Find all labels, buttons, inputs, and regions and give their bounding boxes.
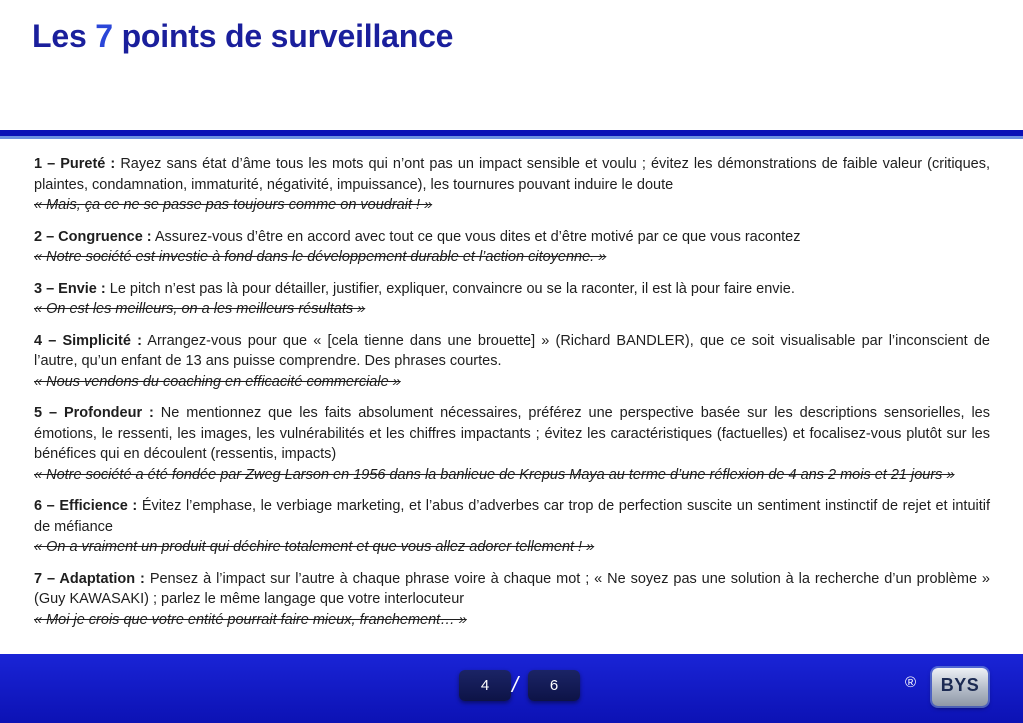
point-example: « On est les meilleurs, on a les meilleurs résultats » xyxy=(34,301,366,317)
total-pages-button[interactable]: 6 xyxy=(528,670,580,701)
points-list xyxy=(34,154,990,641)
title-prefix: Les xyxy=(32,18,87,54)
point-text: Ne mentionnez que les faits absolument nécessaires, préférez une perspective basée sur les descriptions sensorielles, les émotions, le ressenti, les images, les vulnérabilités et les chiffres impactants ; évitez les caractéristiques (factuelles) et focalisez-vous plutôt sur les bénéfices qui en découlent (ressentis, impacts) xyxy=(34,405,990,462)
point-label: 6 – Efficience : xyxy=(34,498,138,514)
point-adaptation xyxy=(34,569,990,631)
point-text: Évitez l’emphase, le verbiage marketing, et l’abus d’adverbes car trop de perfection suscite un sentiment instinctif de rejet et intuitif de méfiance xyxy=(34,498,991,535)
point-profondeur xyxy=(34,403,990,485)
point-example: « Mais, ça ce ne se passe pas toujours comme on voudrait ! » xyxy=(34,197,433,213)
point-text: Rayez sans état d’âme tous les mots qui n’ont pas un impact sensible et voulu ; évitez les démonstrations de faible valeur (critiques, plaintes, condamnation, immaturité, négativité, impuissance), les tournures pouvant induire le doute xyxy=(34,156,991,193)
point-example: « Notre société a été fondée par Zweg Larson en 1956 dans la banlieue de Krepus Maya au terme d’une réflexion de 4 ans 2 mois et 21 jours » xyxy=(34,466,955,483)
page-separator: / xyxy=(512,672,519,697)
point-example: « Nous vendons du coaching en efficacité commerciale » xyxy=(34,373,401,390)
point-label: 3 – Envie : xyxy=(34,280,106,297)
point-text: Pensez à l’impact sur l’autre à chaque phrase voire à chaque mot ; « Ne soyez pas une solution à la recherche d’un problème » (Guy KAWASAKI) ; parlez le même langage que votre interlocuteur xyxy=(34,570,990,607)
title-suffix: points de surveillance xyxy=(121,18,454,54)
page-title xyxy=(32,18,453,55)
point-label: 7 – Adaptation : xyxy=(34,570,145,587)
current-page-button[interactable]: 4 xyxy=(459,670,511,701)
point-text: Arrangez-vous pour que « [cela tienne dans une brouette] » (Richard BANDLER), que ce soit visualisable par l’inconscient de l’autre, qu’un enfant de 13 ans puisse comprendre. Des phrases courtes. xyxy=(34,332,990,369)
point-example: « Notre société est investie à fond dans le développement durable et l’action citoyenne. » xyxy=(34,249,607,265)
point-purete xyxy=(34,154,990,216)
header-divider-accent xyxy=(0,136,1023,139)
point-label: 1 – Pureté : xyxy=(34,156,116,172)
point-label: 2 – Congruence : xyxy=(34,228,152,245)
point-example: « Moi je crois que votre entité pourrait faire mieux, franchement… » xyxy=(34,611,467,628)
point-label: 4 – Simplicité : xyxy=(34,332,142,349)
registered-mark: ® xyxy=(905,674,917,691)
point-text: Le pitch n’est pas là pour détailler, justifier, expliquer, convaincre ou se la raconter, il est là pour faire envie. xyxy=(109,280,795,297)
point-efficience xyxy=(34,496,990,558)
footer-bar xyxy=(0,654,1023,723)
point-simplicite xyxy=(34,331,990,393)
point-label: 5 – Profondeur : xyxy=(34,405,154,421)
point-example: « On a vraiment un produit qui déchire totalement et que vous allez adorer tellement ! » xyxy=(34,539,595,555)
bys-logo xyxy=(932,668,988,706)
title-number: 7 xyxy=(95,18,113,54)
point-envie xyxy=(34,279,990,320)
logo-text: BYS xyxy=(940,675,980,695)
point-text: Assurez-vous d’être en accord avec tout ce que vous dites et d’être motivé par ce que vous racontez xyxy=(154,228,801,245)
point-congruence xyxy=(34,227,990,268)
